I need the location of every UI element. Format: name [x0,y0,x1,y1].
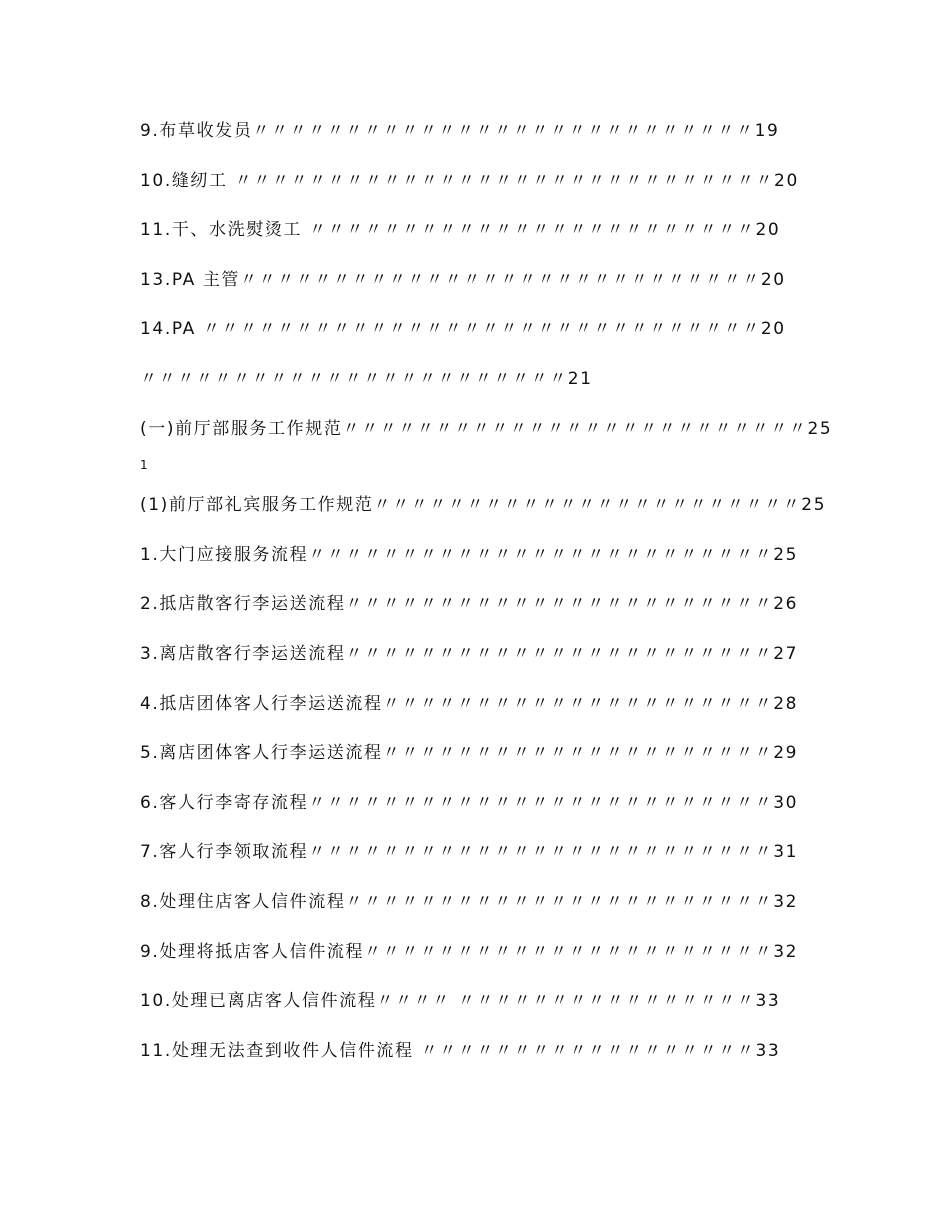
toc-entry: 11.干、水洗熨烫工 〃〃〃〃〃〃〃〃〃〃〃〃〃〃〃〃〃〃〃〃〃〃〃〃20 [140,220,781,241]
toc-entry: 2.抵店散客行李运送流程〃〃〃〃〃〃〃〃〃〃〃〃〃〃〃〃〃〃〃〃〃〃〃26 [140,594,799,615]
toc-entry: 10.处理已离店客人信件流程〃〃〃〃 〃〃〃〃〃〃〃〃〃〃〃〃〃〃〃〃33 [140,991,781,1012]
toc-entry: 8.处理住店客人信件流程〃〃〃〃〃〃〃〃〃〃〃〃〃〃〃〃〃〃〃〃〃〃〃32 [140,891,799,912]
toc-entry: 13.PA 主管〃〃〃〃〃〃〃〃〃〃〃〃〃〃〃〃〃〃〃〃〃〃〃〃〃〃〃〃20 [140,269,786,290]
toc-entry: 5.离店团体客人行李运送流程〃〃〃〃〃〃〃〃〃〃〃〃〃〃〃〃〃〃〃〃〃29 [140,743,799,764]
toc-entry: 14.PA 〃〃〃〃〃〃〃〃〃〃〃〃〃〃〃〃〃〃〃〃〃〃〃〃〃〃〃〃〃〃20 [140,319,786,340]
toc-entry: 3.离店散客行李运送流程〃〃〃〃〃〃〃〃〃〃〃〃〃〃〃〃〃〃〃〃〃〃〃27 [140,643,799,664]
toc-entry: 10.缝纫工 〃〃〃〃〃〃〃〃〃〃〃〃〃〃〃〃〃〃〃〃〃〃〃〃〃〃〃〃〃20 [140,170,799,191]
table-of-contents [140,116,840,1085]
toc-entry: (一)前厅部服务工作规范〃〃〃〃〃〃〃〃〃〃〃〃〃〃〃〃〃〃〃〃〃〃〃〃〃25 [140,418,833,439]
toc-entry: (1)前厅部礼宾服务工作规范〃〃〃〃〃〃〃〃〃〃〃〃〃〃〃〃〃〃〃〃〃〃〃25 [140,495,827,516]
page-number: 1 [140,458,148,473]
toc-entry: 1.大门应接服务流程〃〃〃〃〃〃〃〃〃〃〃〃〃〃〃〃〃〃〃〃〃〃〃〃〃25 [140,544,799,565]
toc-entry: 9.处理将抵店客人信件流程〃〃〃〃〃〃〃〃〃〃〃〃〃〃〃〃〃〃〃〃〃〃32 [140,941,799,962]
toc-entry: 4.抵店团体客人行李运送流程〃〃〃〃〃〃〃〃〃〃〃〃〃〃〃〃〃〃〃〃〃28 [140,693,799,714]
toc-entry: 9.布草收发员〃〃〃〃〃〃〃〃〃〃〃〃〃〃〃〃〃〃〃〃〃〃〃〃〃〃〃19 [140,121,780,141]
toc-entry: 〃〃〃〃〃〃〃〃〃〃〃〃〃〃〃〃〃〃〃〃〃〃〃21 [140,368,593,389]
toc-entry: 11.处理无法查到收件人信件流程 〃〃〃〃〃〃〃〃〃〃〃〃〃〃〃〃〃〃33 [140,1040,781,1061]
toc-entry: 6.客人行李寄存流程〃〃〃〃〃〃〃〃〃〃〃〃〃〃〃〃〃〃〃〃〃〃〃〃〃30 [140,792,799,813]
toc-entry: 7.客人行李领取流程〃〃〃〃〃〃〃〃〃〃〃〃〃〃〃〃〃〃〃〃〃〃〃〃〃31 [140,842,799,863]
